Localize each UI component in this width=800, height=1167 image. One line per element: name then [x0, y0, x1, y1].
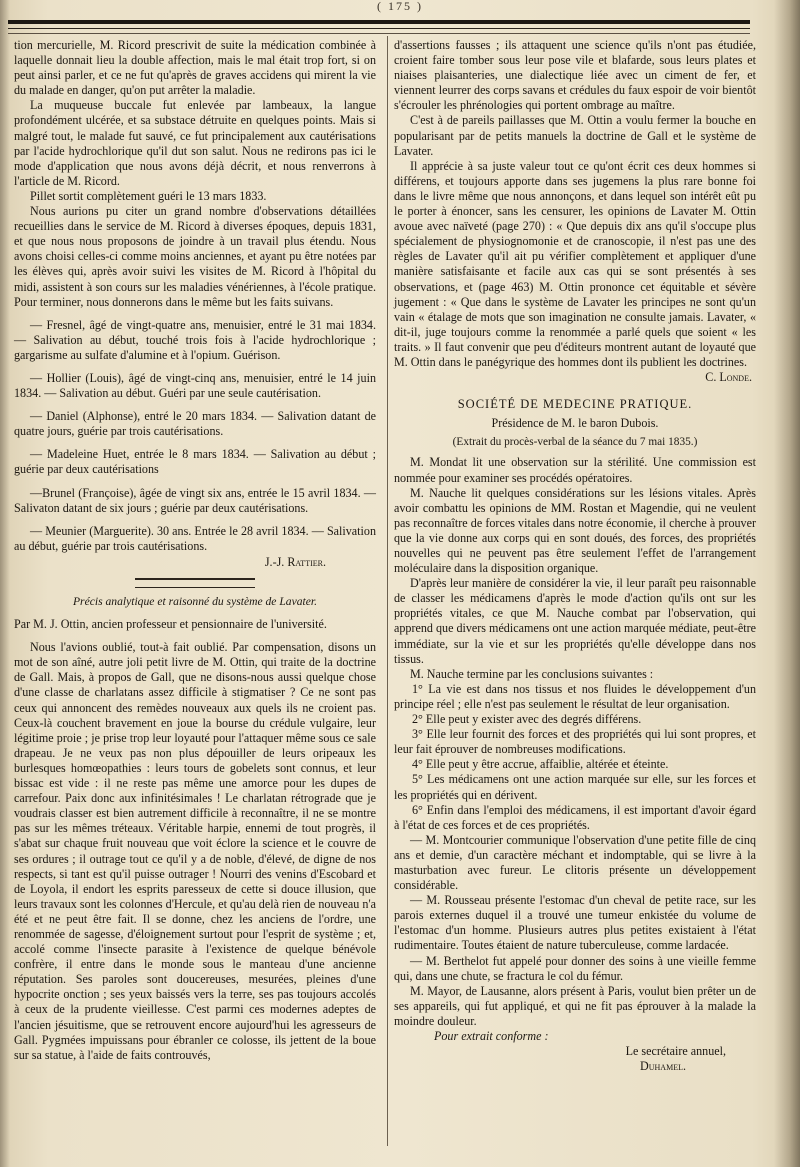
header-rule-thin — [8, 28, 750, 29]
author-signature: C. Londe. — [705, 370, 752, 385]
paragraph: tion mercurielle, M. Ricord prescrivit de suite la médication combinée à laquelle donnait lieu la double affection, mais le mal était trop fort, si on peut ainsi parler, et ce ne fut qu'après de graves accidens qui mirent la vie du malade en danger, qu'on put arrêter la maladie. — [14, 38, 376, 98]
extract-conform: Pour extrait conforme : — [434, 1029, 549, 1043]
section-heading: SOCIÉTÉ DE MEDECINE PRATIQUE. — [457, 397, 693, 412]
paragraph: Pillet sortit complètement guéri le 13 mars 1833. — [30, 188, 267, 203]
paragraph: M. Nauche lit quelques considérations sur les lésions vitales. Après avoir combattu les opinions de MM. Rostan et Magendie, qui ne veulent pas reconnaître de forces vitales dans notre économie, il cherche à prouver que la vie donne aux corps qui en sont doués, des forces, des propriétés nouvelles qui ne peuvent pas être seulement l'effet de l'arrangement moléculaire dans la disposition organique. — [394, 485, 756, 576]
spacer — [14, 516, 376, 524]
spacer — [14, 609, 376, 617]
case-entry: —Brunel (Françoise), âgée de vingt six ans, entrée le 15 avril 1834. — Salivaton datant de six jours ; guérie par deux cautérisations. — [14, 485, 376, 515]
author-signature: J.-J. Rattier. — [264, 554, 326, 569]
section-rule — [135, 578, 255, 580]
paragraph: — M. Rousseau présente l'estomac d'un cheval de petite race, sur les parois externes duquel il a trouvé une tumeur enkistée du volume de l'estomac d'un homme. Plusieurs autres plus petites existaient à l'état rudimentaire. Toutes étaient de nature tuberculeuse, comme lardacée. — [394, 893, 756, 953]
paragraph: C'est à de pareils paillasses que M. Ottin a voulu fermer la bouche en popularisant par de petits manuels la doctrine de Gall et le système de Lavater. — [394, 113, 756, 158]
header-rule-thin-2 — [8, 33, 750, 34]
section-rule-thin — [135, 587, 255, 588]
paragraph: d'assertions fausses ; ils attaquent une science qu'ils n'ont pas étudiée, croient faire tomber sous leur pose vile et blafarde, sous leurs plates et niaises plaisanteries, une dialectique liée avec un ciment de fer, et viennent leurrer des corps savans et crédules du faux espoir de voir bientôt s'écrouler les phrénologies qui portent ombrage au maître. — [394, 38, 756, 113]
paragraph: D'après leur manière de considérer la vie, il leur paraît peu raisonnable de classer les médicamens d'après le mode d'action qu'ils ont sur les propriétés vitales, ce que M. Nauche combat par l'observation, qui apprend que divers médicamens ont une action marquée médiate, peut-être immédiate, sur la vie et sur les propriétés qu'elle développe dans nos tissus. — [394, 576, 756, 666]
spacer — [14, 439, 376, 447]
paragraph: Il apprécie à sa juste valeur tout ce qu'ont écrit ces deux hommes si différens, et toujours apporte dans ses jugemens la plus rare bonne foi dans le livre même que nous annonçons, et dans lequel son intérêt eût pu le porter à énoncer, sans les censurer, les opinions de Lavater M. Ottin avoue avec naïveté (page 270) : « Que depuis dix ans qu'il s'occupe plus spécialement de physiognomonie et de cranoscopie, il n'est pas une des règles de Lavater qu'il ait pu vérifier complètement et appliquer d'une manière satisfaisante et facile aux cas qui se sont présentés à ses observations, et (page 463) M. Ottin prononce cet équitable et sévère jugement : « Que dans le système de Lavater les principes ne sont qu'un vain « étalage de mots que son imagination ne consulte jamais. Lavater, « dit-il, juge toujours comme la renommée a parlé quels que soient « les traits. » Il faut convenir que peu d'éditeurs montrent autant de loyauté que M. Ottin dans le panégyrique des hommes dont ils publient les doctrines. — [394, 158, 756, 369]
conclusion-item: 6° Enfin dans l'emploi des médicamens, il est important d'avoir égard à l'état de ces forces et de ces propriétés. — [394, 802, 756, 832]
paragraph: M. Nauche termine par les conclusions suivantes : — [410, 666, 654, 681]
case-entry: — Daniel (Alphonse), entré le 20 mars 1834. — Salivation datant de quatre jours, guérie par trois cautérisations. — [14, 409, 376, 439]
conclusion-item: 2° Elle peut y exister avec des degrés différens. — [412, 712, 642, 727]
case-entry: — Hollier (Louis), âgé de vingt-cinq ans, menuisier, entré le 14 juin 1834. — Salivation au début. Guéri par une seule cautérisation. — [14, 370, 376, 401]
conclusion-item: 3° Elle leur fournit des forces et des propriétés qui lui sont propres, et leur fait éprouver de nombreuses modifications. — [394, 727, 756, 757]
column-divider — [387, 36, 388, 1146]
left-column — [14, 38, 376, 1063]
spacer — [14, 401, 376, 409]
spacer — [14, 363, 376, 371]
review-title: Précis analytique et raisonné du système de Lavater. — [72, 595, 318, 608]
conclusion-item: 1° La vie est dans nos tissus et nos fluides le développement d'un principe réel ; elle n'est pas seulement le résultat de leur organisation. — [394, 681, 756, 711]
header-rule-thick — [8, 20, 750, 24]
case-entry: — Fresnel, âgé de vingt-quatre ans, menuisier, entré le 31 mai 1834. — Salivation au début, touché trois fois à l'acide hydrochlorique ; gargarisme au sulfate d'alumine et à l'opium. Guérison. — [14, 317, 376, 362]
paragraph: — M. Berthelot fut appelé pour donner des soins à une vieille femme qui, dans une chute, se fractura le col du fémur. — [394, 953, 756, 983]
spacer — [14, 478, 376, 486]
paragraph: Nous aurions pu citer un grand nombre d'observations détaillées recueillies dans le service de M. Ricord à diverses époques, depuis 1831, et que nous nous proposons de joindre à un travail plus étendu. Nous avons choisi celles-ci comme moins anciennes, et ayant pu être notées par les élèves qui, après avoir suivi les visites de M. Ricord à l'hôpital du midi, assistent à son cours sur les maladies vénériennes, à l'école pratique. Pour terminer, nous donnerons dans le même but les faits suivans. — [14, 204, 376, 309]
spacer — [14, 632, 376, 640]
paragraph: La muqueuse buccale fut enlevée par lambeaux, la langue profondément ulcérée, et sa substace détruite en quelques points. Mais si malgré tout, le malade fut sauvé, ce fut principalement aux cautérisations par l'acide hydrochlorique qu'il dut son salut. Nous ne redirons pas ici le mode d'application que nous avons déjà décrit, et nous renverrons à l'article de M. Ricord. — [14, 98, 376, 188]
review-author: Par M. J. Ottin, ancien professeur et pensionnaire de l'université. — [14, 617, 327, 632]
secretary-name: Duhamel. — [640, 1059, 686, 1074]
presidency-line: Présidence de M. le baron Dubois. — [491, 416, 659, 431]
spacer — [14, 310, 376, 318]
case-entry: — Madeleine Huet, entrée le 8 mars 1834. — Salivation au début ; guérie par deux cautérisations — [14, 447, 376, 477]
conclusion-item: 5° Les médicamens ont une action marquée sur elle, sur les forces et les propriétés qui en dérivent. — [394, 772, 756, 802]
paragraph: M. Mondat lit une observation sur la stérilité. Une commission est nommée pour examiner ses procédés opératoires. — [394, 455, 756, 485]
paragraph: — M. Montcourier communique l'observation d'une petite fille de cinq ans et demie, d'un caractère méchant et indomptable, qui se livre à la masturbation avec fureur. Le clitoris présente un développement considérable. — [394, 832, 756, 893]
right-column — [394, 38, 756, 1074]
paragraph: M. Mayor, de Lausanne, alors présent à Paris, voulut bien prêter un de ses appareils, qui fut appliqué, et qui ne fit pas éprouver à la malade la moindre douleur. — [394, 983, 756, 1028]
case-entry: — Meunier (Marguerite). 30 ans. Entrée le 28 avril 1834. — Salivation au début, guérie par trois cautérisations. — [14, 523, 376, 553]
page-left-shadow — [0, 0, 10, 1167]
page-right-shadow — [774, 0, 800, 1167]
conclusion-item: 4° Elle peut y être accrue, affaiblie, altérée et éteinte. — [412, 757, 669, 772]
extract-note: (Extrait du procès-verbal de la séance du 7 mai 1835.) — [452, 436, 698, 449]
page-number: ( 175 ) — [377, 0, 423, 13]
secretary-title: Le secrétaire annuel, — [625, 1044, 726, 1059]
paragraph: Nous l'avions oublié, tout-à fait oublié. Par compensation, disons un mot de son aîné, autre joli petit livre de M. Ottin, qui traite de la doctrine de Gall. Mais, à propos de Gall, que ne disons-nous aussi quelque chose d'une classe de charlatans assez difficile à stigmatiser ? Ce ne sont pas ceux qui annoncent des remèdes nouveaux aux quels ils ne croient pas. Ceux-là couchent bravement en joue la bourse du crédule vulgaire, leur légitime proie ; je prise trop leur loyauté pour l'attaquer même sous ce sale drapeau. Je ne veux pas non plus dépouiller de leurs oripeaux les burlesques homœopathies : leurs tours de gobelets sont connus, et leur bissac est vide : il ne reste pas même une amorce pour les dupes de carrefour. Paix donc aux infinitésimales ! Le charlatan rétrograde que je voudrais classer est bien autrement difficile à reconnaître, il ne se montre pas sur les mêmes tréteaux. Véritable harpie, ennemi de tout progrès, il s'abat sur chaque fruit nouveau que voit éclore la science et le couvre de ses ordures ; il outrage tout ce qu'il y a de noble, d'élevé, de digne de nos respects, si tant est qu'il puisse outrager ! Nourri des venins d'Escobard et de Loyola, il endort les esprits paresseux de cette si douce illusion, que leurs travaux sont les colonnes d'Hercule, et qu'au delà rien de nouveau n'a été et ne peut être fait. Il se donne, chez les anciens de l'ordre, une renommée de sagesse, d'éloignement surtout pour l'esprit de système ; et, accolé comme l'insecte parasite à l'existence de quelque bénévole confrère, il entre dans le monde sous le manteau d'une ancienne réputation. Ses paroles sont doucereuses, mesurées, pleines d'une hypocrite onction ; ses yeux baissés vers la terre, ses pas toujours accolés à ceux de la prudente vieillesse. C'est parmi ces modernes adeptes de l'ancien jésuitisme, que se retrouvent encore aujourd'hui les agresseurs de Gall. Pygmées impuissans pour ébranler ce colosse, ils jettent de la boue sur sa statue, à l'aide de faits controuvés, — [14, 640, 376, 1062]
